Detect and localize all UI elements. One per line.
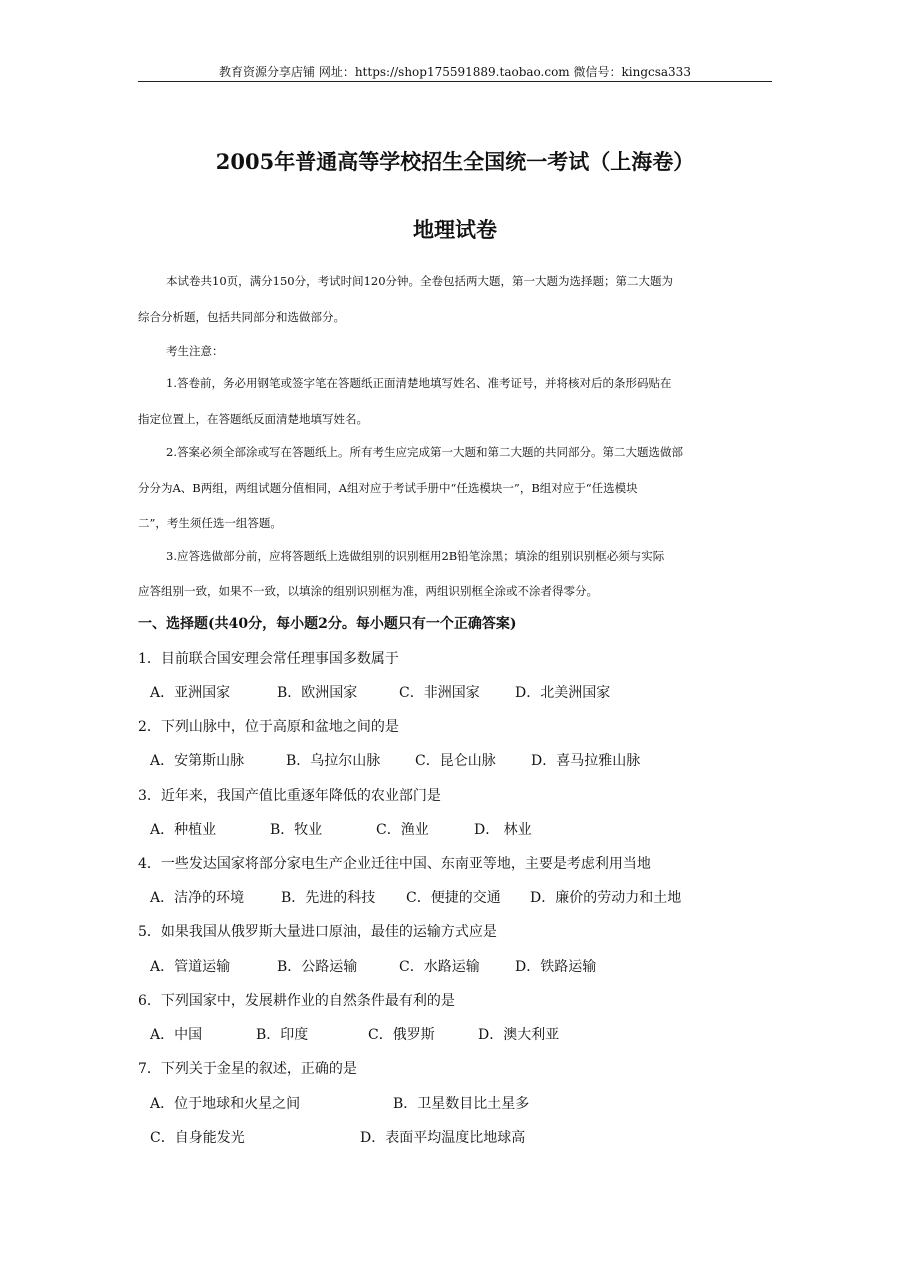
intro-line: 综合分析题，包括共同部分和选做部分。 <box>138 310 345 324</box>
question-5: 5．如果我国从俄罗斯大量进口原油，最佳的运输方式应是 <box>138 924 497 940</box>
notice-line: 分分为A、B两组，两组试题分值相同，A组对应于考试手册中“任选模块一”，B组对应于“任选模块 <box>138 481 638 495</box>
exam-title: 2005年普通高等学校招生全国统一考试（上海卷） <box>215 149 695 174</box>
question-1: 1．目前联合国安理会常任理事国多数属于 <box>138 651 399 667</box>
question-2: 2．下列山脉中，位于高原和盆地之间的是 <box>138 719 399 735</box>
q3-option-a: A．种植业 <box>150 822 217 838</box>
notice-line: 指定位置上，在答题纸反面清楚地填写姓名。 <box>138 412 368 426</box>
q2-option-c: C．昆仑山脉 <box>415 753 496 769</box>
q2-option-b: B．乌拉尔山脉 <box>286 753 381 769</box>
q7-option-a: A．位于地球和火星之间 <box>150 1096 301 1112</box>
intro-line: 本试卷共10页，满分150分，考试时间120分钟。全卷包括两大题，第一大题为选择题；第二大题为 <box>166 274 674 288</box>
q4-option-d: D．廉价的劳动力和土地 <box>530 890 682 906</box>
question-3: 3．近年来，我国产值比重逐年降低的农业部门是 <box>138 788 441 804</box>
q6-option-b: B．印度 <box>256 1027 309 1043</box>
q7-option-d: D．表面平均温度比地球高 <box>360 1130 526 1146</box>
q5-option-a: A．管道运输 <box>150 959 231 975</box>
notice-line: 应答组别一致，如果不一致，以填涂的组别识别框为准，两组识别框全涂或不涂者得零分。 <box>138 584 598 598</box>
notice-line: 1.答卷前，务必用钢笔或签字笔在答题纸正面清楚地填写姓名、准考证号，并将核对后的条形码贴在 <box>166 376 672 390</box>
q1-option-c: C．非洲国家 <box>399 685 480 701</box>
q5-option-d: D．铁路运输 <box>515 959 597 975</box>
q6-option-d: D．澳大利亚 <box>478 1027 560 1043</box>
subject-title: 地理试卷 <box>413 217 497 242</box>
q5-option-c: C．水路运输 <box>399 959 480 975</box>
notice-title: 考生注意： <box>166 344 224 358</box>
q1-option-b: B．欧洲国家 <box>277 685 358 701</box>
q3-option-b: B．牧业 <box>270 822 323 838</box>
question-7: 7．下列关于金星的叙述，正确的是 <box>138 1061 357 1077</box>
q4-option-b: B．先进的科技 <box>281 890 376 906</box>
q1-option-a: A．亚洲国家 <box>150 685 231 701</box>
q2-option-a: A．安第斯山脉 <box>150 753 245 769</box>
q7-option-c: C．自身能发光 <box>150 1130 245 1146</box>
q1-option-d: D．北美洲国家 <box>515 685 611 701</box>
q5-option-b: B．公路运输 <box>277 959 358 975</box>
question-4: 4．一些发达国家将部分家电生产企业迁往中国、东南亚等地，主要是考虑利用当地 <box>138 856 651 872</box>
q3-option-c: C．渔业 <box>376 822 429 838</box>
q3-option-d: D． 林业 <box>474 822 532 838</box>
q6-option-c: C．俄罗斯 <box>368 1027 435 1043</box>
header-rule <box>138 81 772 82</box>
q6-option-a: A．中国 <box>150 1027 203 1043</box>
q4-option-c: C．便捷的交通 <box>406 890 501 906</box>
q2-option-d: D．喜马拉雅山脉 <box>531 753 641 769</box>
notice-line: 2.答案必须全部涂或写在答题纸上。所有考生应完成第一大题和第二大题的共同部分。第二大题选做部 <box>166 445 683 459</box>
q7-option-b: B．卫星数目比土星多 <box>393 1096 530 1112</box>
section-heading: 一、选择题(共40分，每小题2分。每小题只有一个正确答案) <box>138 616 517 632</box>
notice-line: 3.应答选做部分前，应将答题纸上选做组别的识别框用2B铅笔涂黑；填涂的组别识别框必须与实际 <box>166 549 665 563</box>
notice-line: 二”，考生须任选一组答题。 <box>138 516 282 530</box>
question-6: 6．下列国家中，发展耕作业的自然条件最有利的是 <box>138 993 455 1009</box>
q4-option-a: A．洁净的环境 <box>150 890 245 906</box>
page-header: 教育资源分享店铺 网址：https://shop175591889.taobao.com 微信号：kingcsa333 <box>219 65 691 79</box>
